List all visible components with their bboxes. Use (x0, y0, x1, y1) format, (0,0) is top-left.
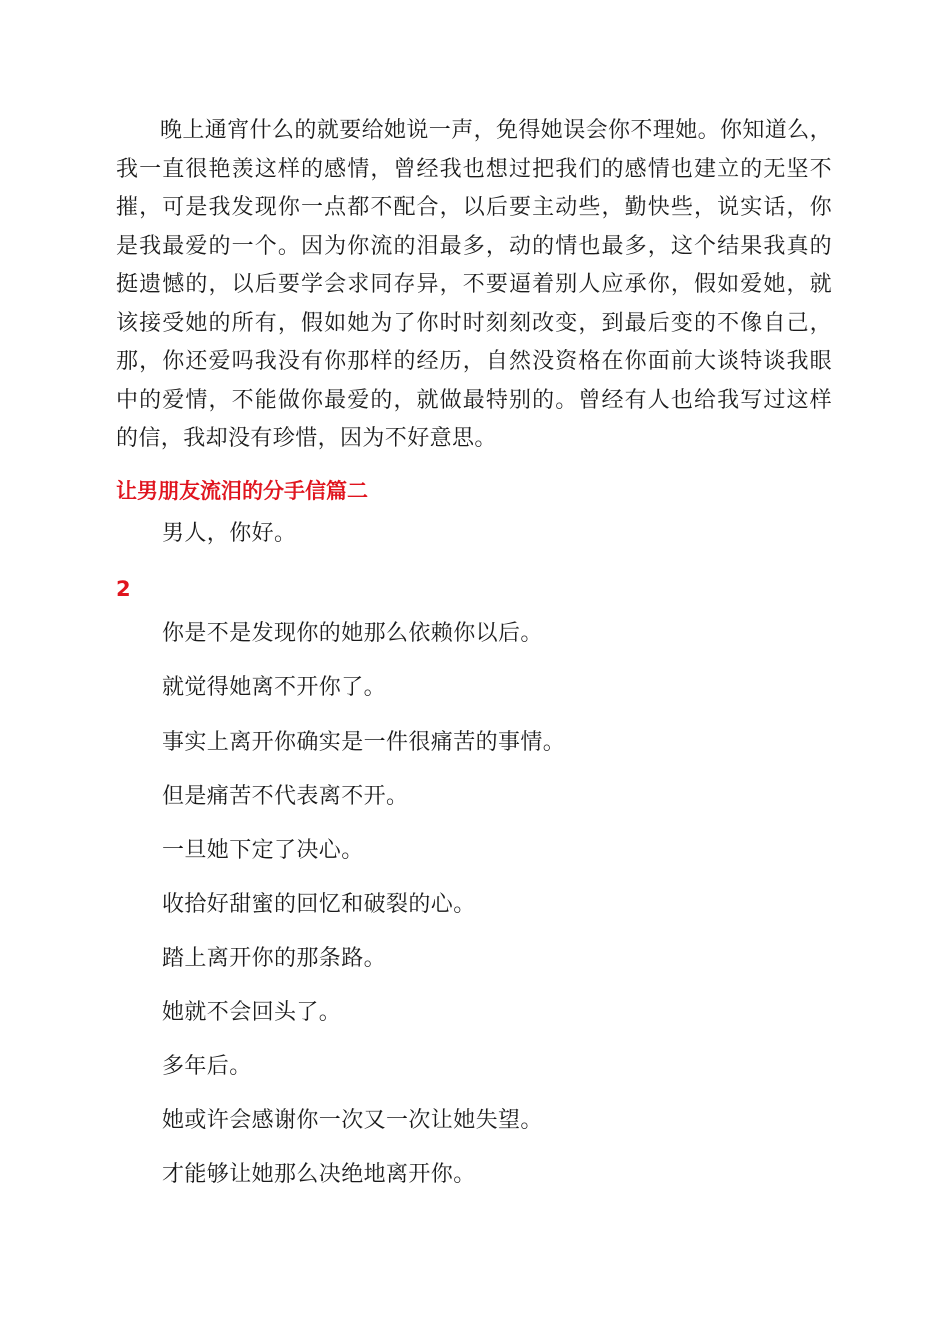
greeting-line: 男人，你好。 (162, 521, 297, 546)
letter-line: 但是痛苦不代表离不开。 (162, 784, 409, 809)
letter-line: 事实上离开你确实是一件很痛苦的事情。 (162, 730, 566, 755)
letter-line: 踏上离开你的那条路。 (162, 946, 387, 971)
letter-line: 一旦她下定了决心。 (162, 838, 364, 863)
intro-paragraph: 晚上通宵什么的就要给她说一声，免得她误会你不理她。你知道么，我一直很艳羡这样的感情，曾经我也想过把我们的感情也建立的无坚不摧，可是我发现你一点都不配合，以后要主动些，勤快些，说实话，你是我最爱的一个。因为你流的泪最多，动的情也最多，这个结果我真的挺遗憾的，以后要学会求同存异，不要逼着别人应承你，假如爱她，就该接受她的所有，假如她为了你时时刻刻改变，到最后变的不像自己，那，你还爱吗我没有你那样的经历，自然没资格在你面前大谈特谈我眼中的爱情，不能做你最爱的，就做最特别的。曾经有人也给我写过这样的信，我却没有珍惜，因为不好意思。 (116, 118, 833, 451)
letter-line: 你是不是发现你的她那么依赖你以后。 (162, 621, 543, 646)
letter-line: 她或许会感谢你一次又一次让她失望。 (162, 1108, 543, 1133)
letter-line: 多年后。 (162, 1054, 252, 1079)
letter-line: 她就不会回头了。 (162, 1000, 342, 1025)
letter-line: 就觉得她离不开你了。 (162, 675, 387, 700)
section-heading: 让男朋友流泪的分手信篇二 (116, 479, 368, 503)
letter-line: 收拾好甜蜜的回忆和破裂的心。 (162, 892, 476, 917)
letter-line: 才能够让她那么决绝地离开你。 (162, 1162, 476, 1187)
section-number: 2 (116, 577, 131, 601)
